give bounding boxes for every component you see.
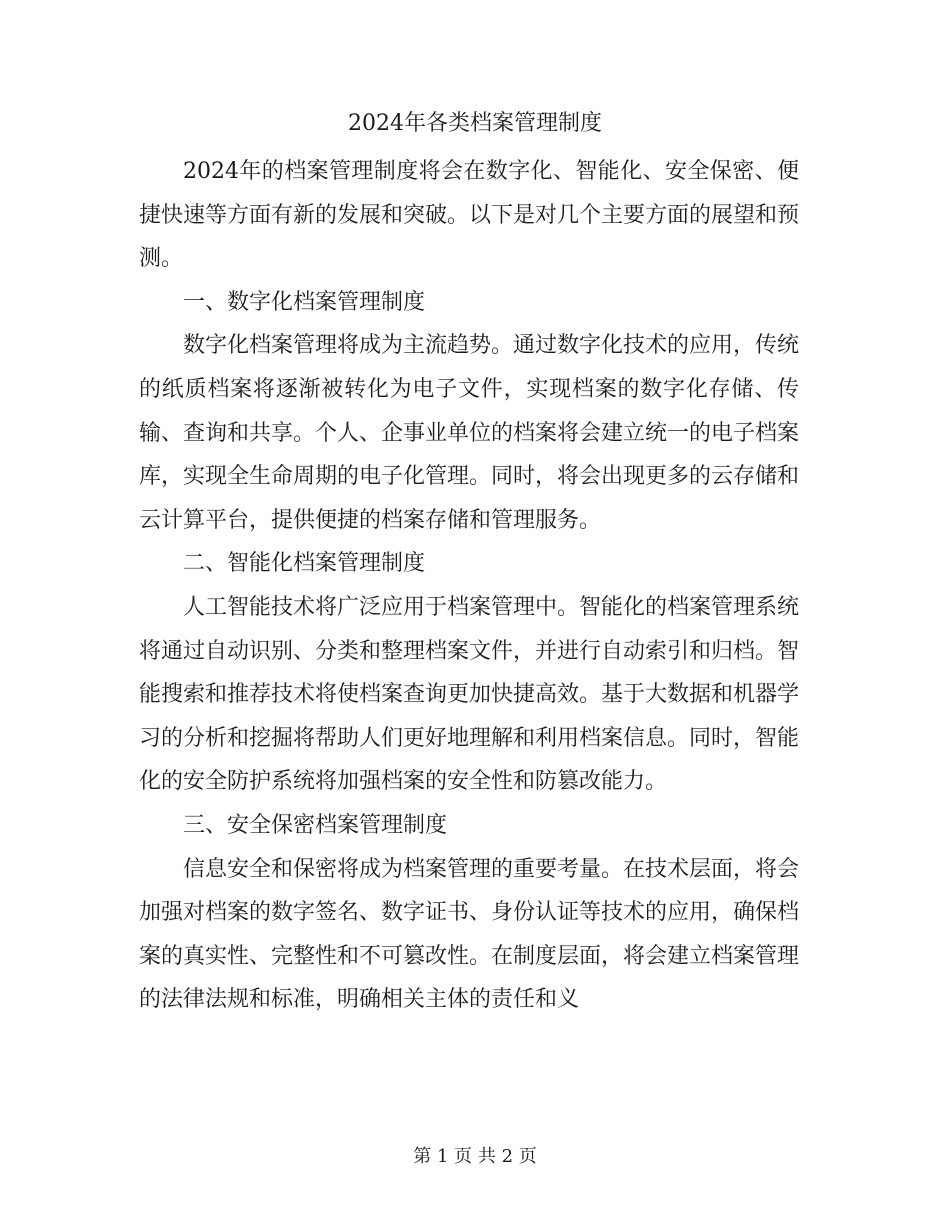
paragraph-security: 信息安全和保密将成为档案管理的重要考量。在技术层面，将会加强对档案的数字签名、数字证书、身份认证等技术的应用，确保档案的真实性、完整性和不可篡改性。在制度层面，将会建立档案管理的法律法规和标准，明确相关主体的责任和义 (139, 856, 800, 1013)
paragraph-digital: 数字化档案管理将成为主流趋势。通过数字化技术的应用，传统的纸质档案将逐渐被转化为电子文件，实现档案的数字化存储、传输、查询和共享。个人、企事业单位的档案将会建立统一的电子档案库，实现全生命周期的电子化管理。同时，将会出现更多的云存储和云计算平台，提供便捷的档案存储和管理服务。 (139, 333, 800, 533)
paragraph-intelligent: 人工智能技术将广泛应用于档案管理中。智能化的档案管理系统将通过自动识别、分类和整理档案文件，并进行自动索引和归档。智能搜索和推荐技术将使档案查询更加快捷高效。基于大数据和机器学习的分析和挖掘将帮助人们更好地理解和利用档案信息。同时，智能化的安全防护系统将加强档案的安全性和防篡改能力。 (139, 594, 800, 795)
section-heading-security: 三、安全保密档案管理制度 (183, 812, 448, 838)
page-footer: 第 1 页 共 2 页 (413, 1146, 537, 1167)
document-body (139, 150, 799, 1022)
intro-paragraph: 2024年的档案管理制度将会在数字化、智能化、安全保密、便捷快速等方面有新的发展和突破。以下是对几个主要方面的展望和预测。 (139, 159, 800, 272)
section-heading-digital: 一、数字化档案管理制度 (183, 289, 426, 315)
document-title: 2024年各类档案管理制度 (348, 111, 602, 136)
section-heading-intelligent: 二、智能化档案管理制度 (183, 551, 426, 577)
